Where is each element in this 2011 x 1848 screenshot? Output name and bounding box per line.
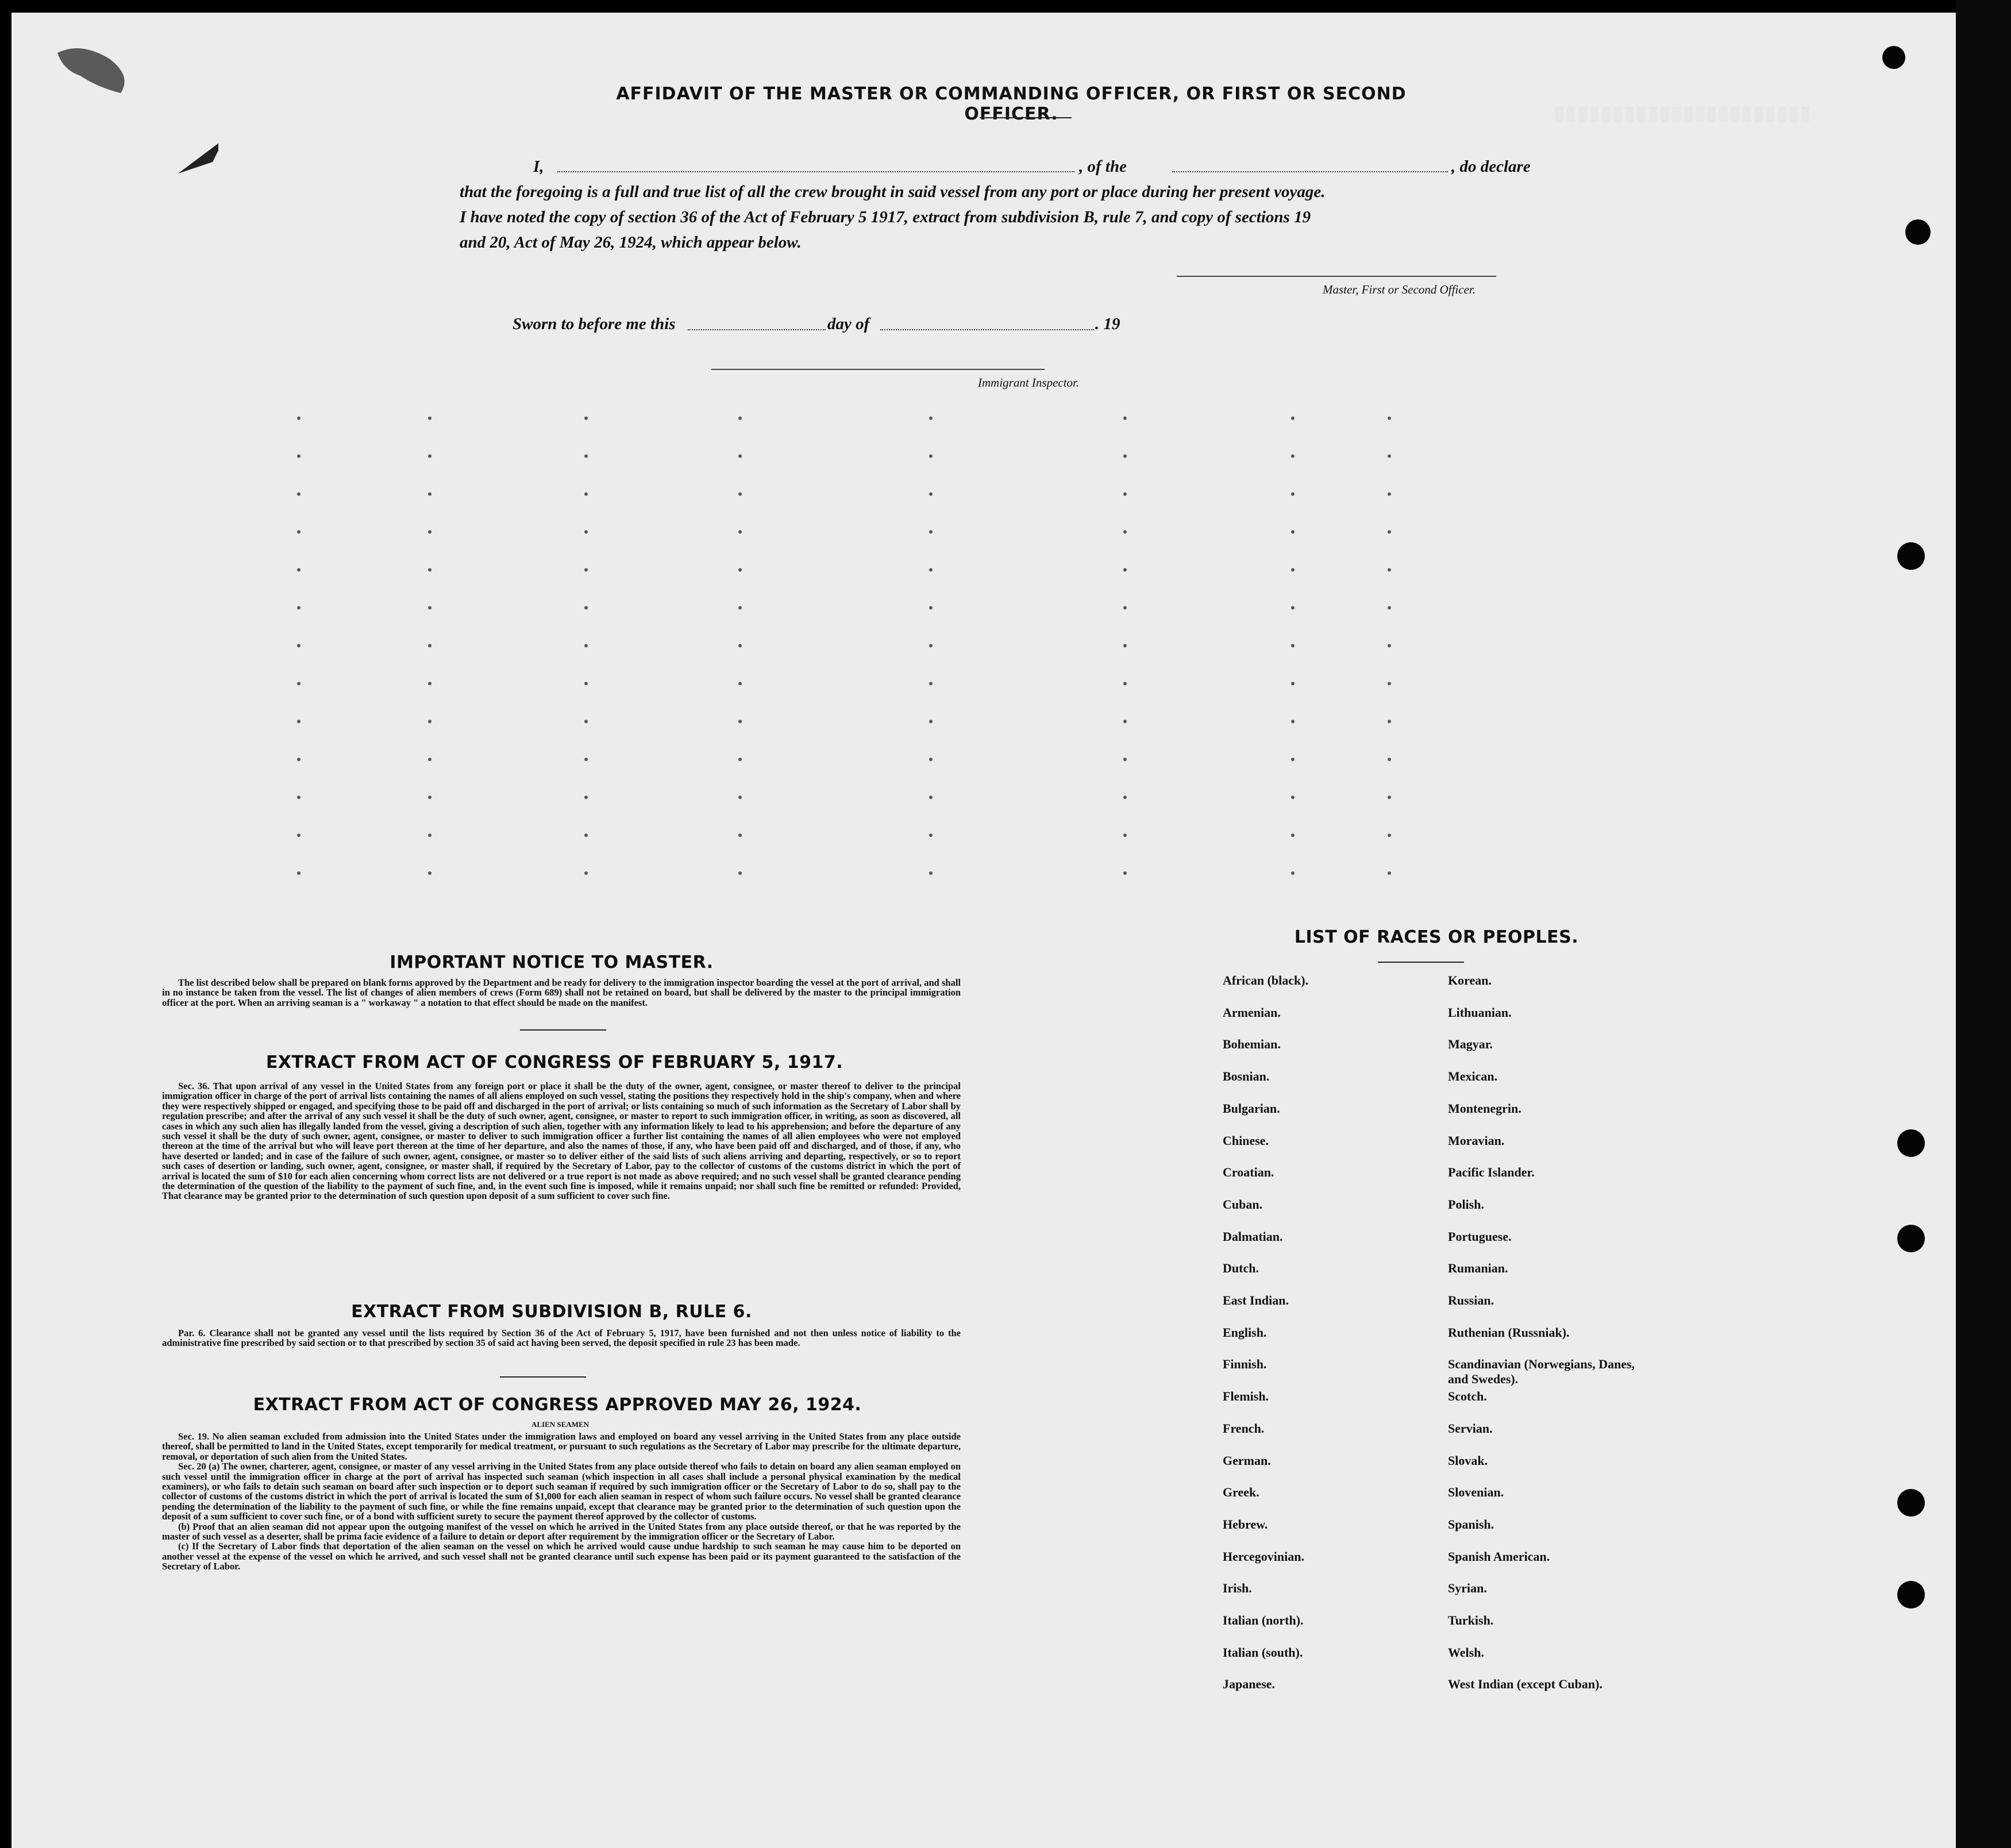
row-dot — [929, 796, 933, 799]
extract-b-body — [162, 1328, 961, 1348]
row-dot — [428, 834, 432, 837]
row-dot — [584, 834, 588, 837]
row-dot — [1123, 454, 1127, 458]
row-dot — [1123, 682, 1127, 685]
sworn-year-label: . 19 — [1095, 315, 1120, 333]
race-item: English. — [1223, 1325, 1267, 1340]
races-title-underline — [1378, 962, 1464, 963]
notice-body — [162, 978, 961, 1008]
row-dot — [1123, 416, 1127, 420]
row-dot — [738, 530, 742, 534]
race-item: Korean. — [1448, 973, 1492, 987]
race-item: Japanese. — [1223, 1677, 1276, 1692]
inspector-caption: Immigrant Inspector. — [978, 376, 1080, 389]
row-dot — [584, 720, 588, 723]
row-dot — [428, 796, 432, 799]
row-dot — [1388, 606, 1391, 609]
row-dot — [929, 834, 933, 837]
race-item: Syrian. — [1448, 1581, 1487, 1596]
row-dot — [1291, 530, 1295, 534]
row-dot — [584, 568, 588, 572]
row-dot — [428, 568, 432, 572]
extract-1924-subtitle: ALIEN SEAMEN — [531, 1420, 590, 1429]
row-dot — [584, 758, 588, 761]
race-item: Greek. — [1223, 1485, 1259, 1500]
races-title: LIST OF RACES OR PEOPLES. — [1294, 927, 1579, 947]
row-dot — [584, 530, 588, 534]
binding-hole — [1897, 542, 1925, 570]
race-item: Irish. — [1223, 1581, 1252, 1596]
row-dot — [1388, 530, 1391, 534]
row-dot — [428, 758, 432, 761]
row-dot — [738, 606, 742, 609]
row-dot — [1291, 606, 1295, 609]
race-item: Scotch. — [1448, 1389, 1487, 1404]
row-dot — [1123, 568, 1127, 572]
blank-manifest-rows — [11, 13, 1956, 1848]
sworn-day-of-label: day of — [827, 315, 870, 333]
row-dot — [1388, 758, 1391, 761]
race-item: Slovenian. — [1448, 1485, 1504, 1500]
row-dot — [297, 416, 301, 420]
signature-caption: Master, First or Second Officer. — [1323, 283, 1475, 296]
row-dot — [929, 568, 933, 572]
row-dot — [1123, 492, 1127, 496]
row-dot — [297, 871, 301, 875]
race-item: Mexican. — [1448, 1069, 1498, 1084]
extract-1924-sec20b: (b) Proof that an alien seaman did not appear upon the outgoing manifest of the vessel on which he arrived in the United States from any place outside thereof, or that he was reported by the master of such vessel as a deserter, shall be prima facie evidence of a failure to detain or deport after requirement by the immigration officer or the Secretary of Labor. — [162, 1521, 961, 1542]
row-dot — [1123, 871, 1127, 875]
row-dot — [428, 416, 432, 420]
race-item: Magyar. — [1448, 1037, 1493, 1052]
extract-1924-sec19: Sec. 19. No alien seaman excluded from admission into the United States under the immigration laws and employed on board any vessel arriving in the United States from any place outside thereof, shall be permitted to land in the United States, except temporarily for medical treatment, or pursuant to such regulations as the Secretary of Labor may prescribe for the ultimate departure, removal, or deportation of such alien from the United States. — [162, 1431, 961, 1462]
row-dot — [1291, 834, 1295, 837]
row-dot — [1291, 644, 1295, 647]
row-dot — [1388, 720, 1391, 723]
extract-b-divider — [500, 1376, 586, 1378]
row-dot — [738, 454, 742, 458]
race-item: Hercegovinian. — [1223, 1549, 1304, 1564]
row-dot — [1388, 682, 1391, 685]
notice-paragraph: The list described below shall be prepared on blank forms approved by the Department and be ready for delivery to the immigration inspector boarding the vessel at the port of arrival, and shall in no instance be taken from the vessel. The list of changes of alien members of crews (Form 689) shall not be retained on board, but shall be delivered by the master to the principal immigration officer at the port. When an arriving seaman is a " workaway " a notation to that effect should be made on the manifest. — [162, 977, 961, 1008]
row-dot — [1291, 568, 1295, 572]
row-dot — [738, 644, 742, 647]
race-item: Slovak. — [1448, 1453, 1488, 1468]
row-dot — [297, 530, 301, 534]
race-item: Finnish. — [1223, 1357, 1267, 1372]
race-item: German. — [1223, 1453, 1271, 1468]
row-dot — [1388, 644, 1391, 647]
row-dot — [929, 758, 933, 761]
row-dot — [738, 720, 742, 723]
row-dot — [1123, 720, 1127, 723]
race-item: East Indian. — [1223, 1293, 1289, 1307]
race-item: Spanish American. — [1448, 1549, 1550, 1564]
row-dot — [428, 492, 432, 496]
race-item: Hebrew. — [1223, 1517, 1268, 1531]
binding-hole — [1897, 1129, 1925, 1157]
notice-title: IMPORTANT NOTICE TO MASTER. — [390, 952, 714, 973]
row-dot — [738, 492, 742, 496]
race-item: Montenegrin. — [1448, 1101, 1521, 1116]
row-dot — [1123, 834, 1127, 837]
row-dot — [1123, 644, 1127, 647]
extract-1917-title: EXTRACT FROM ACT OF CONGRESS OF FEBRUARY 5, 1917. — [265, 1052, 843, 1072]
race-item: African (black). — [1223, 973, 1309, 987]
row-dot — [428, 871, 432, 875]
row-dot — [738, 796, 742, 799]
row-dot — [929, 682, 933, 685]
race-item: Cuban. — [1223, 1197, 1263, 1212]
row-dot — [584, 644, 588, 647]
row-dot — [297, 720, 301, 723]
manifest-page — [11, 13, 1956, 1848]
extract-1924-title: EXTRACT FROM ACT OF CONGRESS APPROVED MAY 26, 1924. — [253, 1395, 862, 1415]
extract-1924-sec20c: (c) If the Secretary of Labor finds that deportation of the alien seaman on the vessel on which he arrived would cause undue hardship to such seaman he may cause him to be deported on another vessel at the expense of the vessel on which he arrived, and such vessel shall not be granted clearance until such expense has been paid or its payment guaranteed to the satisfaction of the Secretary of Labor. — [162, 1541, 961, 1572]
row-dot — [1291, 720, 1295, 723]
race-item: Dalmatian. — [1223, 1229, 1283, 1244]
row-dot — [1123, 796, 1127, 799]
row-dot — [297, 606, 301, 609]
row-dot — [584, 606, 588, 609]
row-dot — [929, 644, 933, 647]
race-item: Welsh. — [1448, 1645, 1484, 1660]
row-dot — [1291, 454, 1295, 458]
race-item: Flemish. — [1223, 1389, 1269, 1404]
row-dot — [1291, 796, 1295, 799]
extract-1924-body — [162, 1432, 961, 1572]
race-item: Bosnian. — [1223, 1069, 1270, 1084]
race-item: Servian. — [1448, 1421, 1493, 1436]
affidavit-line-3: I have noted the copy of section 36 of the Act of February 5 1917, extract from subdivision B, rule 7, and copy of sections 19 — [460, 208, 1311, 226]
race-item: Italian (south). — [1223, 1645, 1303, 1660]
row-dot — [1123, 606, 1127, 609]
race-item: French. — [1223, 1421, 1265, 1436]
race-item: Bulgarian. — [1223, 1101, 1280, 1116]
row-dot — [584, 492, 588, 496]
race-item: Rumanian. — [1448, 1261, 1508, 1276]
scan-blotch — [46, 36, 218, 173]
bleed-through-text: ░░░░░░░░░░░░░░░░░░░░░░ — [1551, 107, 1809, 123]
race-item: Moravian. — [1448, 1133, 1505, 1148]
row-dot — [297, 454, 301, 458]
row-dot — [929, 871, 933, 875]
row-dot — [584, 682, 588, 685]
row-dot — [1291, 758, 1295, 761]
race-item: Lithuanian. — [1448, 1005, 1512, 1020]
race-item: Russian. — [1448, 1293, 1494, 1307]
race-item: Bohemian. — [1223, 1037, 1281, 1052]
row-dot — [297, 682, 301, 685]
row-dot — [929, 530, 933, 534]
affidavit-of-the-label: , of the — [1079, 157, 1127, 176]
race-item: Polish. — [1448, 1197, 1484, 1212]
row-dot — [584, 871, 588, 875]
affidavit-title: AFFIDAVIT OF THE MASTER OR COMMANDING OFFICER, OR FIRST OR SECOND OFFICER. — [616, 84, 1407, 124]
row-dot — [1388, 796, 1391, 799]
row-dot — [428, 530, 432, 534]
row-dot — [428, 720, 432, 723]
row-dot — [929, 492, 933, 496]
row-dot — [738, 834, 742, 837]
row-dot — [297, 568, 301, 572]
race-item: Chinese. — [1223, 1133, 1269, 1148]
race-item: Armenian. — [1223, 1005, 1281, 1020]
row-dot — [584, 796, 588, 799]
binding-hole — [1897, 1581, 1925, 1608]
binding-hole — [1897, 1489, 1925, 1517]
row-dot — [428, 682, 432, 685]
row-dot — [297, 758, 301, 761]
race-item: Pacific Islander. — [1448, 1165, 1535, 1180]
row-dot — [1291, 492, 1295, 496]
row-dot — [738, 416, 742, 420]
row-dot — [1388, 834, 1391, 837]
race-item: Turkish. — [1448, 1613, 1494, 1627]
row-dot — [584, 416, 588, 420]
row-dot — [1291, 416, 1295, 420]
race-item: Ruthenian (Russniak). — [1448, 1325, 1570, 1340]
race-item: Italian (north). — [1223, 1613, 1304, 1627]
extract-b-paragraph: Par. 6. Clearance shall not be granted any vessel until the lists required by Section 36 of the Act of February 5, 1917, have been furnished and not then unless notice of liability to the administrative fine prescribed by said section or to that prescribed by section 35 of said act having been served, the deposit specified in rule 23 has been made. — [162, 1328, 961, 1349]
row-dot — [738, 682, 742, 685]
row-dot — [738, 758, 742, 761]
row-dot — [297, 492, 301, 496]
row-dot — [1388, 492, 1391, 496]
row-dot — [1291, 871, 1295, 875]
row-dot — [1123, 758, 1127, 761]
extract-1917-body — [162, 1081, 961, 1201]
row-dot — [428, 644, 432, 647]
race-item: Portuguese. — [1448, 1229, 1512, 1244]
row-dot — [297, 834, 301, 837]
extract-1924-sec20a: Sec. 20 (a) The owner, charterer, agent, consignee, or master of any vessel arriving in the United States from any place outside thereof who fails to detain on board any alien seaman employed on such vessel until the immigration officer in charge at the port of arrival has inspected such seaman (which inspection in all cases shall include a personal physical examination by the medical examiners), or who fails to detain such seaman on board after such inspection or to deport such seaman if required by such immigration officer or the Secretary of Labor to do so, shall pay to the collector of customs of the customs district in which the port of arrival is located the sum of $1,000 for each alien seaman in respect of whom such failure occurs. No vessel shall be granted clearance pending the determination of the liability to the payment of such fine, or while the fine remains unpaid, except that clearance may be granted prior to the determination of such question upon the deposit of a sum sufficient to cover such fine, or of a bond with sufficient surety to secure the payment thereof approved by the collector of customs. — [162, 1461, 961, 1522]
row-dot — [929, 606, 933, 609]
race-item: Dutch. — [1223, 1261, 1259, 1276]
row-dot — [929, 416, 933, 420]
row-dot — [738, 871, 742, 875]
sworn-label: Sworn to before me this — [513, 315, 676, 333]
affidavit-line-4: and 20, Act of May 26, 1924, which appear below. — [460, 233, 802, 252]
row-dot — [929, 720, 933, 723]
row-dot — [297, 796, 301, 799]
race-item: Croatian. — [1223, 1165, 1274, 1180]
row-dot — [1291, 682, 1295, 685]
scan-edge-strip — [1956, 0, 2011, 1848]
extract-1917-paragraph: Sec. 36. That upon arrival of any vessel in the United States from any foreign port or place it shall be the duty of the owner, agent, consignee, or master thereof to deliver to the principal immigration officer in charge of the port of arrival lists containing the names of all aliens employed on such vessel, stating the positions they respectively hold in the ship's company, when and where they were respectively shipped or engaged, and specifying those to be paid off and discharged in the port of arrival; or lists containing so much of such information as the Secretary of Labor shall by regulation prescribe; and after the arrival of any such vessel it shall be the duty of such owner, agent, consignee, or master to report to such immigration officer, in writing, as soon as discovered, all cases in which any such alien has illegally landed from the vessel, giving a description of such alien, together with any information likely to lead to his apprehension; and before the departure of any such vessel it shall be the duty of such owner, agent, consignee, or master to deliver to such immigration officer a further list containing the names of all alien employees who were not employed thereon at the time of the arrival but who will leave port thereon at the time of her departure, and also the names of those, if any, who have been paid off and discharged, and of those, if any, who have deserted or landed; and in case of the failure of such owner, agent, consignee, or master so to deliver either of the said lists of such aliens arriving and departing, respectively, or so to report such cases of desertion or landing, such owner, agent, consignee, or master shall, if required by the Secretary of Labor, pay to the collector of customs of the customs district in which the port of arrival is located the sum of $10 for each alien concerning whom correct lists are not delivered or a true report is not made as above required; and no such vessel shall be granted clearance pending the determination of the question of the liability to the payment of such fine, and, in the event such fine is imposed, while it remains unpaid; nor shall such fine be remitted or refunded: Provided, That clearance may be granted prior to the determination of such question upon deposit of a sum sufficient to cover such fine. — [162, 1081, 961, 1202]
row-dot — [1388, 871, 1391, 875]
race-item: West Indian (except Cuban). — [1448, 1677, 1602, 1692]
row-dot — [1123, 530, 1127, 534]
row-dot — [1388, 568, 1391, 572]
row-dot — [1388, 416, 1391, 420]
row-dot — [297, 644, 301, 647]
row-dot — [584, 454, 588, 458]
binding-hole — [1897, 1225, 1925, 1252]
notice-divider — [520, 1029, 606, 1031]
binding-hole — [1905, 219, 1931, 245]
binding-hole — [1882, 46, 1905, 69]
affidavit-i-label: I, — [533, 157, 544, 176]
race-item: Spanish. — [1448, 1517, 1494, 1531]
row-dot — [428, 606, 432, 609]
row-dot — [428, 454, 432, 458]
extract-b-title: EXTRACT FROM SUBDIVISION B, RULE 6. — [351, 1302, 752, 1322]
row-dot — [738, 568, 742, 572]
affidavit-declare-label: , do declare — [1451, 157, 1531, 176]
row-dot — [1388, 454, 1391, 458]
affidavit-line-2: that the foregoing is a full and true list of all the crew brought in said vessel from any port or place during her present voyage. — [460, 183, 1326, 201]
row-dot — [929, 454, 933, 458]
race-item: Scandinavian (Norwegians, Danes, and Swedes). — [1448, 1357, 1635, 1387]
